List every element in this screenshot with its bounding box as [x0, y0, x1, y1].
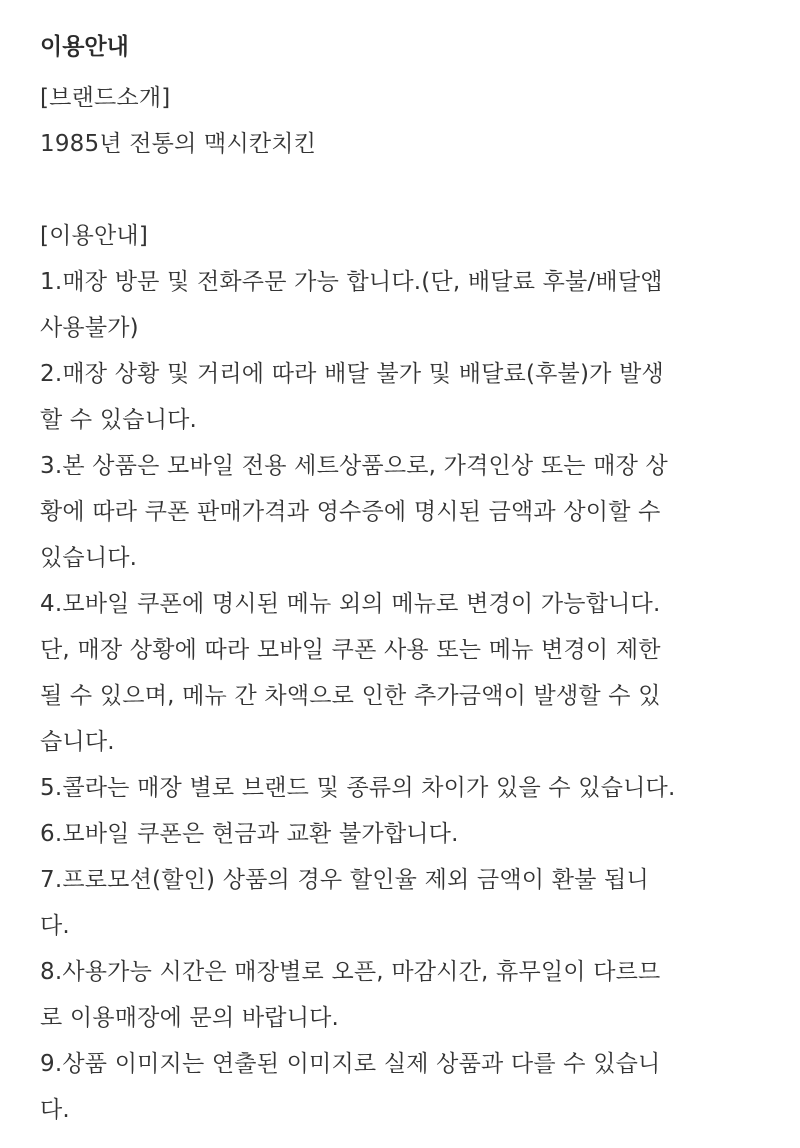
usage-section-heading: [이용안내] — [40, 223, 149, 249]
usage-line: 4.모바일 쿠폰에 명시된 메뉴 외의 메뉴로 변경이 가능합니다. — [40, 591, 661, 617]
usage-line: 황에 따라 쿠폰 판매가격과 영수증에 명시된 금액과 상이할 수 — [40, 499, 661, 525]
usage-line: 3.본 상품은 모바일 전용 세트상품으로, 가격인상 또는 매장 상 — [40, 453, 668, 479]
section-spacer — [40, 167, 762, 213]
usage-line: 2.매장 상황 및 거리에 따라 배달 불가 및 배달료(후불)가 발생 — [40, 361, 664, 387]
usage-section-body — [40, 259, 762, 1133]
usage-line: 될 수 있으며, 메뉴 간 차액으로 인한 추가금액이 발생할 수 있 — [40, 683, 661, 709]
usage-line: 다. — [40, 1097, 70, 1123]
usage-line: 8.사용가능 시간은 매장별로 오픈, 마감시간, 휴무일이 다르므 — [40, 959, 661, 985]
usage-line: 사용불가) — [40, 315, 139, 341]
usage-line: 5.콜라는 매장 별로 브랜드 및 종류의 차이가 있을 수 있습니다. — [40, 775, 676, 801]
usage-line: 단, 매장 상황에 따라 모바일 쿠폰 사용 또는 메뉴 변경이 제한 — [40, 637, 661, 663]
page-title: 이용안내 — [40, 34, 129, 60]
brand-section-heading: [브랜드소개] — [40, 85, 171, 111]
usage-line: 있습니다. — [40, 545, 138, 571]
usage-line: 습니다. — [40, 729, 115, 755]
usage-line: 9.상품 이미지는 연출된 이미지로 실제 상품과 다를 수 있습니 — [40, 1051, 661, 1077]
usage-line: 7.프로모션(할인) 상품의 경우 할인율 제외 금액이 환불 됩니 — [40, 867, 649, 893]
usage-line: 로 이용매장에 문의 바랍니다. — [40, 1005, 340, 1031]
usage-line: 할 수 있습니다. — [40, 407, 198, 433]
usage-line: 다. — [40, 913, 70, 939]
usage-line: 6.모바일 쿠폰은 현금과 교환 불가합니다. — [40, 821, 459, 847]
brand-section-text: 1985년 전통의 맥시칸치킨 — [40, 131, 317, 157]
usage-line: 1.매장 방문 및 전화주문 가능 합니다.(단, 배달료 후불/배달앱 — [40, 269, 663, 295]
